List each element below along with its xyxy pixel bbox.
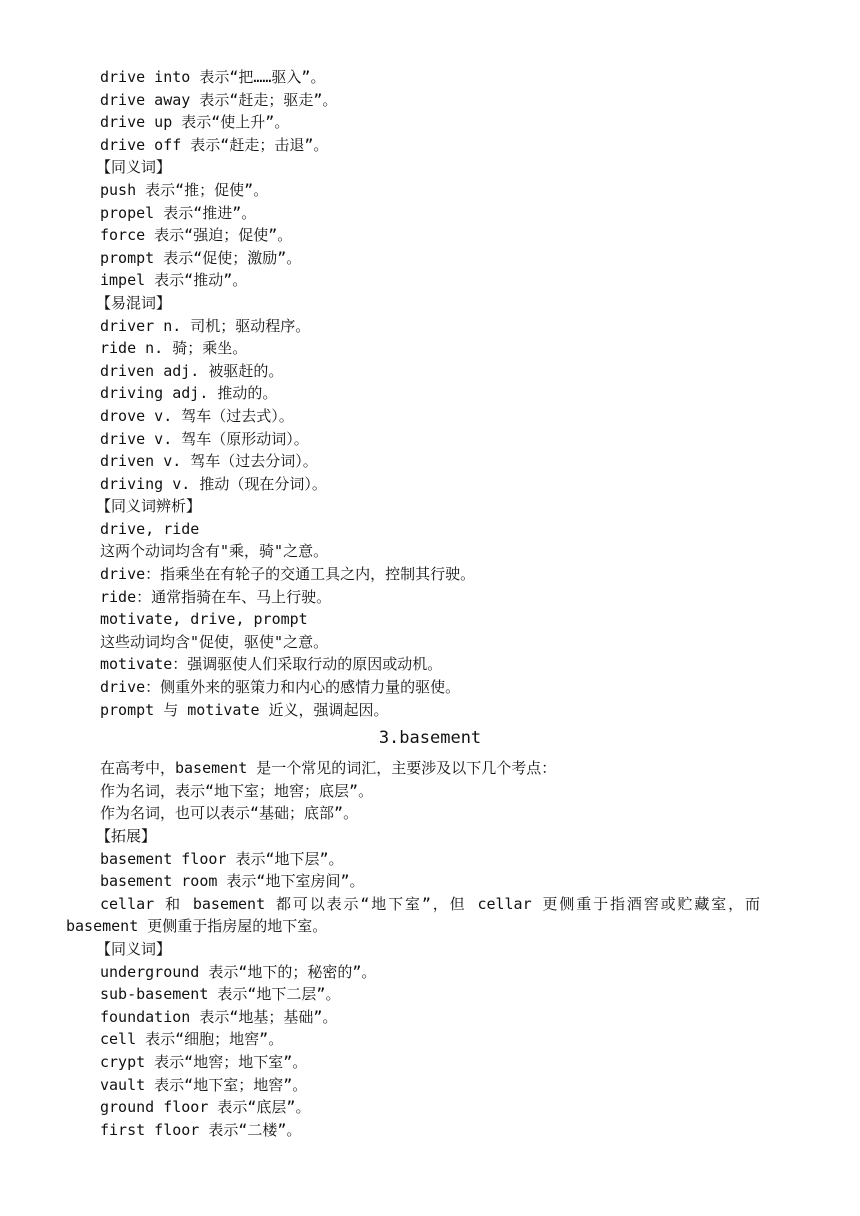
confusable-line: driving adj. 推动的。	[100, 384, 278, 403]
synonym-line: push 表示“推；促使”。	[100, 180, 269, 199]
phrase-line: drive off 表示“赶走；击退”。	[100, 135, 329, 154]
extension-line: basement floor 表示“地下层”。	[100, 849, 344, 868]
synonym-line: vault 表示“地下室；地窖”。	[100, 1075, 308, 1094]
synonym-line: underground 表示“地下的；秘密的”。	[100, 962, 377, 981]
phrase-line: drive up 表示“使上升”。	[100, 113, 290, 132]
analysis-line: drive, ride	[100, 519, 200, 538]
extension-paragraph: cellar 和 basement 都可以表示“地下室”，但 cellar 更侧重于指酒窖或贮藏室，而 basement 更侧重于指房屋的地下室。	[66, 894, 760, 936]
confusable-line: ride n. 骑；乘坐。	[100, 339, 248, 358]
phrase-line: drive away 表示“赶走；驱走”。	[100, 90, 338, 109]
extension-heading: 【拓展】	[96, 827, 157, 845]
section-title: 3.basement	[378, 728, 482, 749]
confusable-line: drove v. 驾车（过去式）。	[100, 406, 294, 425]
document-page	[0, 66, 860, 1141]
intro-line: 作为名词，表示“地下室；地窖；底层”。	[100, 781, 374, 800]
analysis-line: drive：指乘坐在有轮子的交通工具之内，控制其行驶。	[100, 565, 476, 584]
intro-line: 在高考中，basement 是一个常见的词汇，主要涉及以下几个考点：	[100, 759, 557, 778]
synonym-line: ground floor 表示“底层”。	[100, 1098, 311, 1117]
analysis-line: ride：通常指骑在车、马上行驶。	[100, 587, 332, 606]
synonyms-heading: 【同义词】	[96, 939, 172, 958]
analysis-line: prompt 与 motivate 近义，强调起因。	[100, 700, 389, 719]
analysis-line: 这两个动词均含有"乘，骑"之意。	[100, 542, 329, 561]
phrase-line: drive into 表示“把……驱入”。	[100, 68, 326, 86]
confusable-line: driving v. 推动（现在分词）。	[100, 474, 327, 493]
analysis-line: drive：侧重外来的驱策力和内心的感情力量的驱使。	[100, 678, 461, 697]
confusable-line: driver n. 司机；驱动程序。	[100, 316, 311, 335]
synonym-line: force 表示“强迫；促使”。	[100, 226, 293, 245]
synonym-line: propel 表示“推进”。	[100, 203, 257, 222]
synonym-line: crypt 表示“地窖；地下室”。	[100, 1052, 308, 1071]
confusable-line: driven v. 驾车（过去分词）。	[100, 452, 318, 471]
synonym-line: cell 表示“细胞；地窖”。	[100, 1030, 284, 1049]
confusable-line: driven adj. 被驱赶的。	[100, 361, 284, 380]
synonyms-heading: 【同义词】	[96, 158, 172, 177]
synonym-line: first floor 表示“二楼”。	[100, 1120, 302, 1139]
synonym-line: prompt 表示“促使；激励”。	[100, 248, 302, 267]
confusables-heading: 【易混词】	[96, 293, 172, 312]
extension-line: basement room 表示“地下室房间”。	[100, 872, 365, 891]
analysis-line: motivate：强调驱使人们采取行动的原因或动机。	[100, 655, 443, 674]
confusable-line: drive v. 驾车（原形动词）。	[100, 429, 309, 448]
analysis-line: motivate, drive, prompt	[100, 610, 308, 629]
intro-line: 作为名词，也可以表示“基础；底部”。	[100, 804, 359, 823]
analysis-heading: 【同义词辨析】	[96, 497, 202, 516]
synonym-line: foundation 表示“地基；基础”。	[100, 1007, 338, 1026]
analysis-line: 这些动词均含"促使，驱使"之意。	[100, 632, 329, 651]
synonym-line: sub-basement 表示“地下二层”。	[100, 985, 341, 1004]
synonym-line: impel 表示“推动”。	[100, 271, 248, 290]
